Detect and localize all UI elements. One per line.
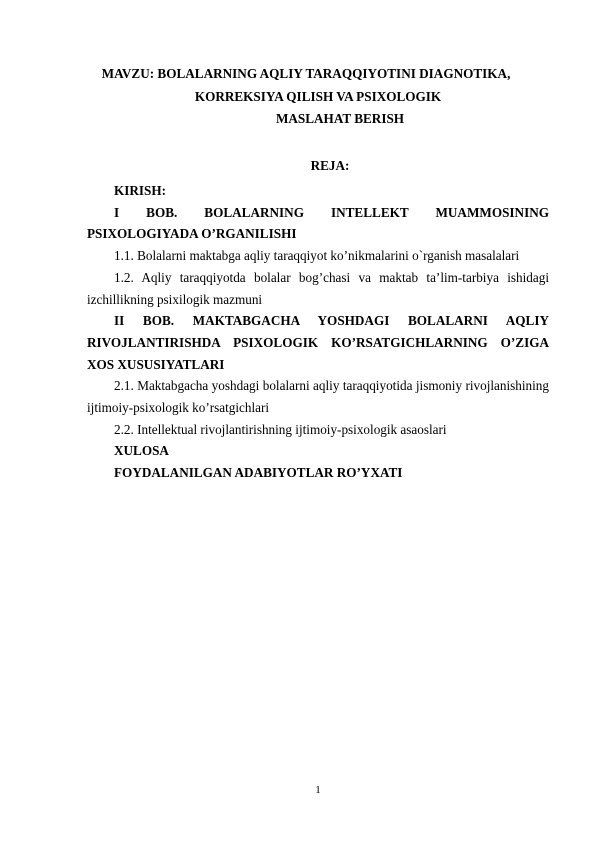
page-number: 1 (315, 784, 321, 796)
outline-item: 2.1. Maktabgacha yoshdagi bolalarni aqliy taraqqiyotida jismoniy rivojlanishining ijtimoiy-psixologik ko’rsatgichlari (87, 378, 549, 416)
outline-item: XULOSA (114, 443, 169, 459)
outline-list (87, 180, 549, 484)
plan-heading: REJA: (310, 158, 350, 173)
title-line-1: MAVZU: BOLALARNING AQLIY TARAQQIYOTINI DIAGNOTIKA, (101, 66, 511, 81)
outline-item: 2.2. Intellektual rivojlantirishning ijtimoiy-psixologik asaoslari (114, 421, 447, 437)
outline-item: FOYDALANILGAN ADABIYOTLAR RO’YXATI (114, 465, 403, 481)
outline-item: II BOB. MAKTABGACHA YOSHDAGI BOLALARNI AQLIY RIVOJLANTIRISHDA PSIXOLOGIK KO’RSATGICHLARNING O’ZIGA XOS XUSUSIYATLARI (87, 313, 549, 372)
outline-item: KIRISH: (114, 183, 167, 198)
outline-item: I BOB. BOLALARNING INTELLEKT MUAMMOSINING PSIXOLOGIYADA O’RGANILISHI (87, 204, 549, 242)
title-line-2: KORREKSIYA QILISH VA PSIXOLOGIK (194, 89, 442, 104)
outline-item: 1.2. Aqliy taraqqiyotda bolalar bog’chasi va maktab ta’lim-tarbiya ishidagi izchillikning psixilogik mazmuni (87, 269, 549, 307)
outline-item: 1.1. Bolalarni maktabga aqliy taraqqiyot ko’nikmalarini o`rganish masalalari (114, 248, 520, 264)
title-line-3: MASLAHAT BERISH (275, 111, 405, 126)
